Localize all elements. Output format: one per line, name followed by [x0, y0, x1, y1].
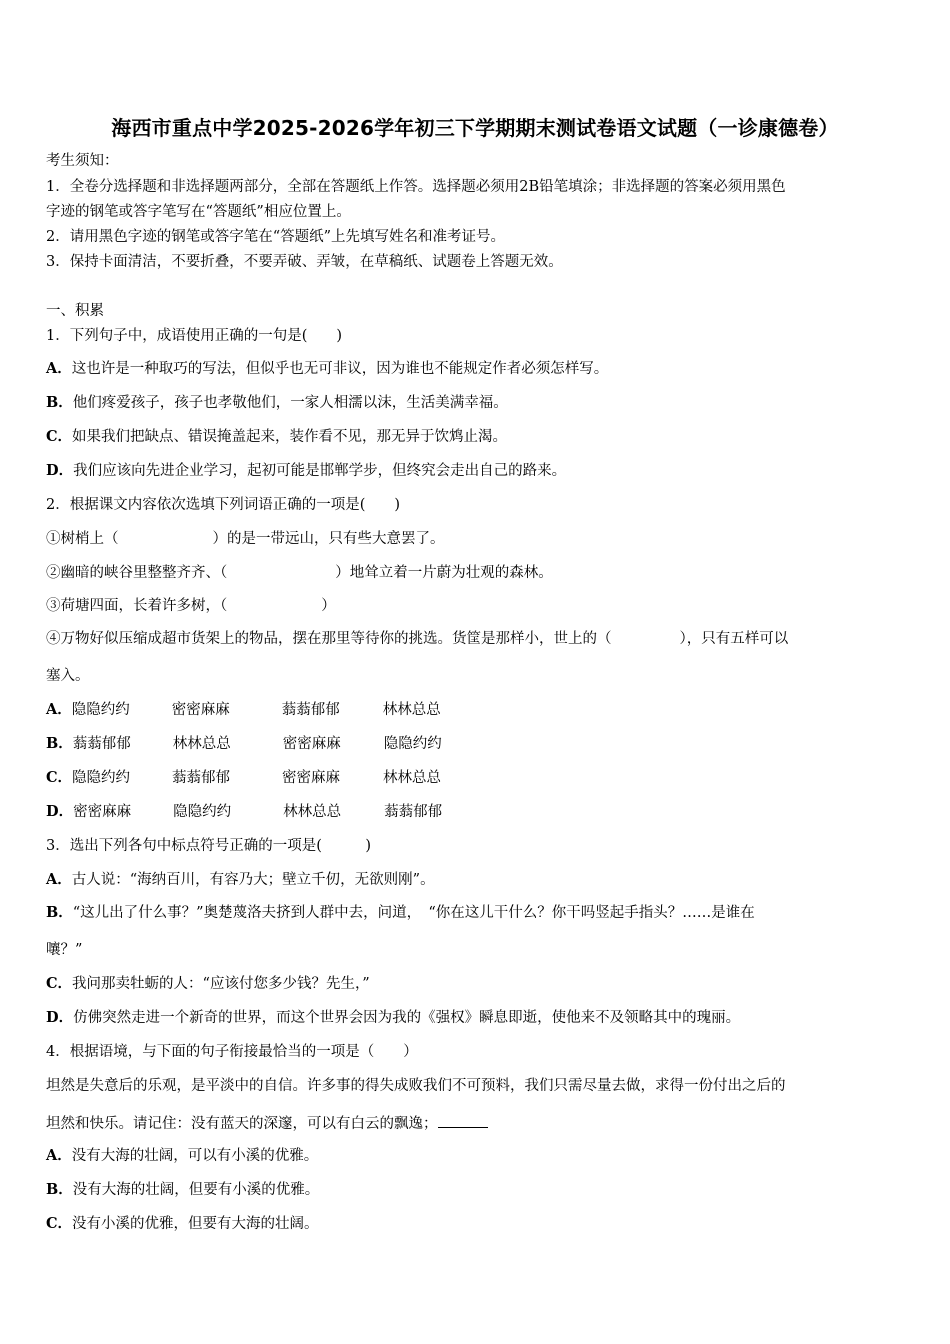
- q4-option-b: [46, 1180, 319, 1200]
- word-choice: 隐隐约约: [71, 702, 130, 718]
- word-choice: 密密麻麻: [171, 702, 230, 718]
- option-label: B．: [46, 904, 73, 921]
- option-label: A．: [46, 701, 72, 718]
- option-text: 我们应该向先进企业学习，起初可能是邯郸学步，但终究会走出自己的路来。: [73, 463, 567, 479]
- q2-sentence-4: [46, 629, 788, 649]
- q3-option-b: [46, 903, 755, 923]
- word-choice: 密密麻麻: [282, 736, 341, 752]
- word-choice: 蓊蓊郁郁: [72, 736, 131, 752]
- question-1-stem: 1．下列句子中，成语使用正确的一句是( ): [46, 328, 343, 344]
- question-2-stem: 2．根据课文内容依次选填下列词语正确的一项是( ): [46, 497, 401, 513]
- q2-sentence-1: [46, 529, 445, 549]
- q2-option-c: [46, 768, 441, 788]
- option-label: D．: [46, 462, 74, 479]
- option-text: “这儿出了什么事？”奥楚蔑洛夫挤到人群中去，问道， “你在这儿干什么？你干吗竖起手指头？……是谁在: [72, 905, 755, 921]
- q2-option-b: [46, 734, 442, 754]
- option-label: A．: [46, 871, 72, 888]
- word-choice: 蓊蓊郁郁: [172, 770, 231, 786]
- option-label: D．: [46, 803, 74, 820]
- word-choice: 密密麻麻: [282, 770, 341, 786]
- sentence-end: ）: [321, 598, 336, 614]
- word-choice: 密密麻麻: [73, 804, 132, 820]
- word-choice: 蓊蓊郁郁: [281, 702, 340, 718]
- q1-option-b: [46, 393, 508, 413]
- word-choice: 隐隐约约: [383, 736, 442, 752]
- word-choice: 隐隐约约: [72, 770, 131, 786]
- sentence-start: ①树梢上（: [46, 531, 119, 547]
- sentence-end: ）地耸立着一片蔚为壮观的森林。: [335, 565, 553, 581]
- q3-option-c: [46, 974, 370, 994]
- notice-heading: 考生须知：: [46, 153, 119, 169]
- option-text: 我问那卖牡蛎的人：“应该付您多少钱？先生，”: [72, 976, 370, 992]
- q2-option-a: [46, 700, 441, 720]
- section-heading: 一、积累: [46, 303, 104, 319]
- option-label: A．: [46, 360, 72, 377]
- sentence-start: ②幽暗的峡谷里整整齐齐、（: [46, 565, 228, 581]
- q4-passage-cont: [46, 1113, 488, 1134]
- word-choice: 林林总总: [383, 770, 442, 786]
- notice-item: 3．保持卡面清洁，不要折叠，不要弄破、弄皱，在草稿纸、试题卷上答题无效。: [46, 254, 563, 270]
- option-label: B．: [46, 394, 73, 411]
- notice-item: 字迹的钢笔或答字笔写在“答题纸”相应位置上。: [46, 204, 351, 220]
- option-text: 仿佛突然走进一个新奇的世界，而这个世界会因为我的《强权》瞬息即逝，使他来不及领略其中的瑰丽。: [73, 1010, 741, 1026]
- q4-passage: 坦然是失意后的乐观，是平淡中的自信。许多事的得失成败我们不可预料，我们只需尽量去做，求得一份付出之后的: [46, 1078, 786, 1094]
- q3-option-d: [46, 1008, 740, 1028]
- q4-option-c: [46, 1214, 319, 1234]
- q1-option-d: [46, 461, 566, 481]
- word-choice: 林林总总: [283, 804, 342, 820]
- option-label: B．: [46, 735, 73, 752]
- option-label: B．: [46, 1181, 73, 1198]
- page-title: 海西市重点中学2025-2026学年初三下学期期末测试卷语文试题（一诊康德卷）: [111, 116, 839, 140]
- sentence-end: ）的是一带远山，只有些大意罢了。: [212, 531, 445, 547]
- q1-option-a: [46, 359, 608, 379]
- question-3-stem: 3．选出下列各句中标点符号正确的一项是( ): [46, 838, 372, 854]
- option-label: D．: [46, 1009, 74, 1026]
- option-text: 这也许是一种取巧的写法，但似乎也无可非议，因为谁也不能规定作者必须怎样写。: [71, 361, 609, 377]
- q2-sentence-3: [46, 596, 336, 616]
- option-text: 没有大海的壮阔，可以有小溪的优雅。: [71, 1148, 319, 1164]
- word-choice: 隐隐约约: [173, 804, 232, 820]
- question-4-stem: 4．根据语境，与下面的句子衔接最恰当的一项是（ ）: [46, 1044, 418, 1060]
- q2-option-d: [46, 802, 442, 822]
- q2-sentence-2: [46, 563, 553, 583]
- q2-sentence-4-cont: 塞入。: [46, 668, 90, 684]
- notice-item: 1．全卷分选择题和非选择题两部分，全部在答题纸上作答。选择题必须用2B铅笔填涂；非选择题的答案必须用黑色: [46, 179, 786, 195]
- word-choice: 林林总总: [172, 736, 231, 752]
- q3-option-b-cont: 嚷？”: [46, 942, 83, 958]
- option-label: C．: [46, 975, 73, 992]
- q3-option-a: [46, 870, 435, 890]
- option-label: A．: [46, 1147, 72, 1164]
- notice-item: 2．请用黑色字迹的钢笔或答字笔在“答题纸”上先填写姓名和准考证号。: [46, 229, 506, 245]
- word-choice: 蓊蓊郁郁: [384, 804, 443, 820]
- passage-text: 坦然和快乐。请记住：没有蓝天的深邃，可以有白云的飘逸；: [46, 1116, 438, 1132]
- option-label: C．: [46, 769, 73, 786]
- option-text: 没有大海的壮阔，但要有小溪的优雅。: [72, 1182, 320, 1198]
- option-text: 没有小溪的优雅，但要有大海的壮阔。: [72, 1216, 319, 1232]
- answer-underline: [438, 1113, 488, 1128]
- sentence-end: ），只有五样可以: [679, 631, 789, 647]
- option-text: 古人说：“海纳百川，有容乃大；壁立千仞，无欲则刚”。: [71, 872, 435, 888]
- option-text: 他们疼爱孩子，孩子也孝敬他们，一家人相濡以沫，生活美满幸福。: [72, 395, 508, 411]
- word-choice: 林林总总: [382, 702, 441, 718]
- option-text: 如果我们把缺点、错误掩盖起来，装作看不见，那无异于饮鸩止渴。: [72, 429, 508, 445]
- sentence-start: ③荷塘四面，长着许多树，（: [46, 598, 228, 614]
- q4-option-a: [46, 1146, 318, 1166]
- q1-option-c: [46, 427, 507, 447]
- option-label: C．: [46, 1215, 73, 1232]
- option-label: C．: [46, 428, 73, 445]
- sentence-start: ④万物好似压缩成超市货架上的物品，摆在那里等待你的挑选。货筐是那样小，世上的（: [46, 631, 612, 647]
